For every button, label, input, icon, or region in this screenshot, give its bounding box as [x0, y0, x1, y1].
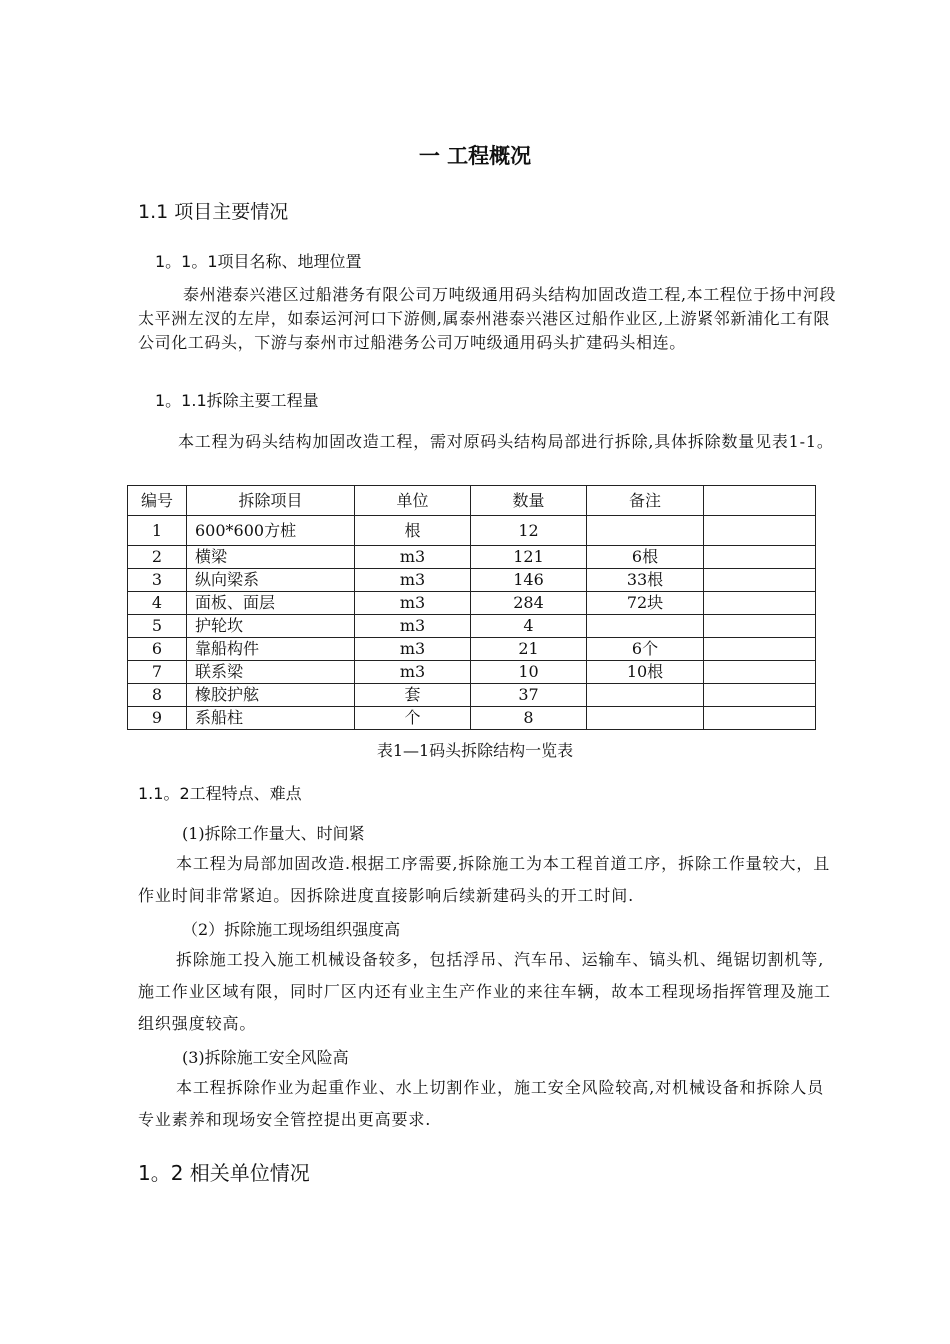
table-cell: 6个	[587, 638, 704, 661]
table-row	[128, 707, 816, 730]
header-cell: 编号	[128, 486, 187, 516]
table-cell	[704, 592, 816, 615]
table-cell: 8	[471, 707, 587, 730]
table-cell: m3	[355, 638, 471, 661]
table-row	[128, 684, 816, 707]
table-row	[128, 615, 816, 638]
section-heading-demolition: 1。1.1拆除主要工程量	[155, 391, 319, 410]
table-cell: m3	[355, 546, 471, 569]
header-cell: 单位	[355, 486, 471, 516]
table-cell	[704, 615, 816, 638]
table-cell	[704, 707, 816, 730]
table-cell: 面板、面层	[187, 592, 355, 615]
table-cell: 600*600方桩	[187, 516, 355, 546]
table-cell: 靠船构件	[187, 638, 355, 661]
table-cell: m3	[355, 569, 471, 592]
table-cell: 5	[128, 615, 187, 638]
table-cell: 37	[471, 684, 587, 707]
table-cell: 橡胶护舷	[187, 684, 355, 707]
chapter-title: 一 工程概况	[418, 144, 532, 168]
table-cell: 6根	[587, 546, 704, 569]
table-cell	[587, 707, 704, 730]
table-cell: 系船柱	[187, 707, 355, 730]
table-cell: 1	[128, 516, 187, 546]
table-cell: 横梁	[187, 546, 355, 569]
feature-item-2: （2）拆除施工现场组织强度高	[182, 920, 401, 939]
table-cell: 10根	[587, 661, 704, 684]
table-cell: 12	[471, 516, 587, 546]
table-cell: 2	[128, 546, 187, 569]
table-cell: 个	[355, 707, 471, 730]
section-heading-1-2: 1。2 相关单位情况	[138, 1161, 310, 1185]
table-header-row	[128, 486, 816, 516]
table-cell: 21	[471, 638, 587, 661]
table-cell: 9	[128, 707, 187, 730]
header-cell	[704, 486, 816, 516]
header-cell: 备注	[587, 486, 704, 516]
feature-body-2: 拆除施工投入施工机械设备较多，包括浮吊、汽车吊、运输车、镐头机、绳锯切割机等,施工作业区域有限，同时厂区内还有业主生产作业的来往车辆，故本工程现场指挥管理及施工组织强度较高。	[138, 950, 831, 1033]
table-cell: 3	[128, 569, 187, 592]
section-heading-1-1-1: 1。1。1项目名称、地理位置	[155, 252, 362, 271]
table-cell: 8	[128, 684, 187, 707]
section-heading-1-1-2: 1.1。2工程特点、难点	[138, 784, 302, 803]
table-row	[128, 546, 816, 569]
table-cell: 121	[471, 546, 587, 569]
table-cell	[704, 684, 816, 707]
table-cell: 72块	[587, 592, 704, 615]
table-cell: 纵向梁系	[187, 569, 355, 592]
table-cell: 10	[471, 661, 587, 684]
table-caption: 表1—1码头拆除结构一览表	[376, 741, 574, 760]
table-cell: 6	[128, 638, 187, 661]
table-cell: 联系梁	[187, 661, 355, 684]
table-cell: 护轮坎	[187, 615, 355, 638]
table-cell: 套	[355, 684, 471, 707]
table-cell	[587, 684, 704, 707]
table-cell: 33根	[587, 569, 704, 592]
table-cell: m3	[355, 592, 471, 615]
table-row	[128, 638, 816, 661]
table-cell: 根	[355, 516, 471, 546]
table-cell	[587, 615, 704, 638]
feature-item-1: (1)拆除工作量大、时间紧	[182, 824, 365, 843]
table-row	[128, 661, 816, 684]
section-heading-1-1: 1.1 项目主要情况	[138, 201, 289, 223]
table-cell: 4	[471, 615, 587, 638]
table-cell: m3	[355, 661, 471, 684]
table-row	[128, 569, 816, 592]
paragraph-location: 泰州港泰兴港区过船港务有限公司万吨级通用码头结构加固改造工程,本工程位于扬中河段太平洲左汊的左岸，如泰运河河口下游侧,属泰州港泰兴港区过船作业区,上游紧邻新浦化工有限公司化工码头，下游与泰州市过船港务公司万吨级通用码头扩建码头相连。	[138, 285, 837, 352]
table-cell	[704, 516, 816, 546]
header-cell: 数量	[471, 486, 587, 516]
table-cell: 284	[471, 592, 587, 615]
table-cell	[704, 661, 816, 684]
table-cell	[704, 638, 816, 661]
feature-body-1: 本工程为局部加固改造.根据工序需要,拆除施工为本工程首道工序，拆除工作量较大，且作业时间非常紧迫。因拆除进度直接影响后续新建码头的开工时间.	[138, 854, 831, 905]
table-cell: m3	[355, 615, 471, 638]
table-cell	[587, 516, 704, 546]
table-cell: 146	[471, 569, 587, 592]
paragraph-demolition: 本工程为码头结构加固改造工程，需对原码头结构局部进行拆除,具体拆除数量见表1-1。	[178, 432, 834, 451]
feature-body-3: 本工程拆除作业为起重作业、水上切割作业，施工安全风险较高,对机械设备和拆除人员专业素养和现场安全管控提出更高要求.	[138, 1078, 825, 1129]
table-cell	[704, 546, 816, 569]
demolition-table	[127, 485, 816, 730]
table-row	[128, 592, 816, 615]
feature-item-3: (3)拆除施工安全风险高	[182, 1048, 349, 1067]
header-cell: 拆除项目	[187, 486, 355, 516]
table-cell	[704, 569, 816, 592]
table-row	[128, 516, 816, 546]
table-cell: 4	[128, 592, 187, 615]
table-cell: 7	[128, 661, 187, 684]
